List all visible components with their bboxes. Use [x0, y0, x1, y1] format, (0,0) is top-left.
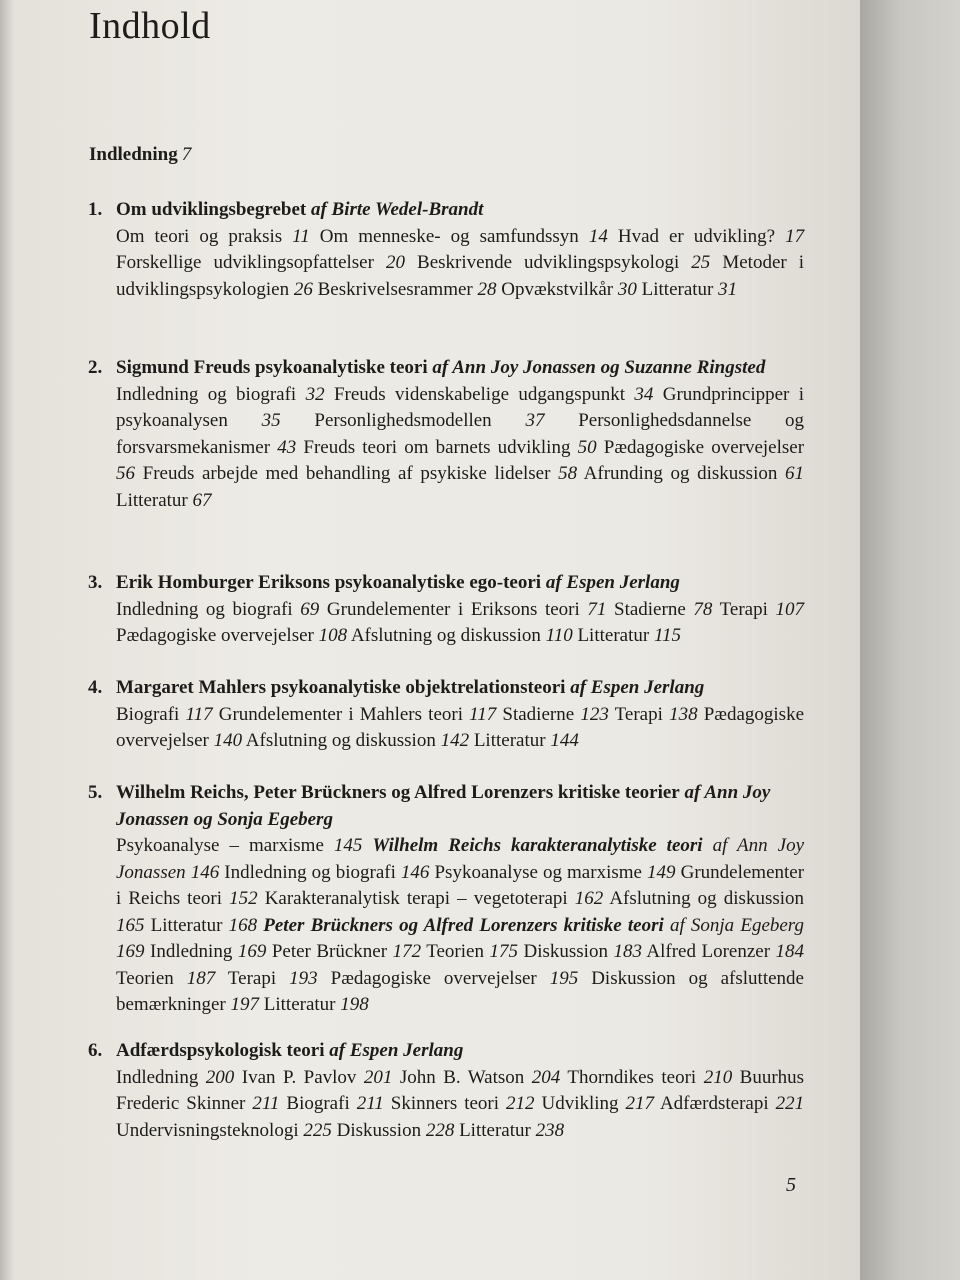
subentry-title: Om menneske- og samfundssyn	[319, 225, 579, 247]
subentry	[584, 463, 804, 484]
subentry-title: Diskussion	[523, 941, 608, 962]
intro-page: 7	[181, 144, 192, 165]
subentry-page: 35	[261, 410, 281, 431]
subentry-title: Undervisningsteknologi	[116, 1119, 299, 1141]
subentry	[286, 1093, 383, 1114]
subentry	[351, 625, 573, 646]
subentry-page: 146	[400, 861, 430, 883]
subentry-title: Litteratur	[577, 625, 650, 646]
chapter-author: af Ann Joy Jonassen og Sonja Egeberg	[116, 782, 771, 830]
subentry-page: 165	[116, 914, 145, 936]
subentry-page: 34	[634, 383, 654, 405]
subentry	[116, 252, 405, 273]
subentry-page: 110	[545, 625, 573, 646]
subentry-page: 107	[775, 598, 805, 620]
subentry-page: 225	[303, 1119, 332, 1141]
subentry-title: Grundelementer i Mahlers teori	[218, 703, 463, 725]
subentry-page: 211	[252, 1093, 280, 1114]
subentry-page: 195	[549, 967, 579, 989]
spine-shadow	[0, 0, 14, 1280]
chapter-author: af Ann Joy Jonassen og Suzanne Ringsted	[432, 357, 766, 378]
subentry	[318, 279, 497, 300]
chapter-author: af Espen Jerlang	[545, 572, 680, 593]
subentry	[151, 915, 257, 936]
subentry	[116, 968, 215, 989]
subentry-page: 210	[703, 1066, 733, 1088]
subentry	[320, 226, 608, 247]
chapter-subentries	[116, 1065, 804, 1145]
subentry-page: 228	[425, 1119, 455, 1141]
intro-label: Indledning	[89, 144, 178, 165]
subentry	[264, 994, 369, 1015]
chapter-title: Margaret Mahlers psykoanalytiske objektrelationsteori	[116, 677, 566, 698]
subentry	[417, 252, 710, 273]
subentry-title: Indledning og biografi	[224, 861, 396, 883]
subentry-page: 144	[550, 730, 579, 751]
chapter-entry	[88, 197, 804, 303]
subentry-title: Afslutning og diskussion	[350, 625, 541, 646]
subentry-page: 149	[647, 861, 676, 883]
subentry	[615, 704, 698, 725]
subentry-title: Afslutning og diskussion	[245, 730, 436, 751]
subentry	[150, 941, 266, 962]
subentry-title: Teorien	[116, 967, 174, 989]
subentry	[224, 862, 429, 883]
subentry	[391, 1093, 535, 1114]
subentry-title: Peter Brückner	[271, 941, 388, 962]
subentry	[228, 968, 318, 989]
chapter-title: Wilhelm Reichs, Peter Brückners og Alfred Lorenzers kritiske teorier	[116, 782, 680, 803]
subentry-page: 172	[392, 941, 422, 962]
chapter-subentries	[116, 702, 804, 755]
chapter-number: 1.	[88, 199, 103, 220]
subentry-page: 140	[213, 730, 243, 751]
subentry-title: Stadierne	[614, 598, 686, 620]
subentry-title: Udvikling	[541, 1093, 619, 1114]
subentry-title: Wilhelm Reichs karakteranalytiske teori	[372, 835, 703, 856]
subentry-page: 200	[205, 1066, 235, 1088]
subentry-title: Indledning og biografi	[116, 598, 293, 620]
subentry-title: Grundelementer i Reichs teori	[116, 861, 805, 909]
chapter-author: af Espen Jerlang	[570, 677, 705, 698]
chapter-number: 5.	[88, 782, 103, 803]
subentry-title: Biografi	[286, 1093, 350, 1114]
subentry	[116, 835, 362, 856]
subentry-title: Psykoanalyse og marxisme	[434, 861, 642, 883]
subentry-title: Terapi	[227, 967, 277, 989]
subentry-title: Pædagogiske overvejelser	[330, 967, 537, 989]
subentry-page: 31	[718, 278, 738, 300]
subentry-title: Biografi	[116, 703, 180, 725]
subentry-page: 146	[190, 861, 220, 883]
subentry-page: 168	[228, 914, 258, 936]
subentry-page: 238	[535, 1119, 565, 1141]
subentry-title: Indledning	[150, 941, 233, 962]
subentry-title: Pædagogiske overvejelser	[603, 436, 805, 458]
subentry-page: 61	[785, 463, 804, 484]
subentry	[400, 1067, 560, 1088]
subentry	[116, 1120, 332, 1141]
subentry-title: Ivan P. Pavlov	[241, 1066, 357, 1088]
chapter-number: 2.	[88, 357, 103, 378]
subentry-page: 50	[577, 436, 597, 458]
subentry-page: 32	[305, 383, 325, 405]
subentry	[646, 941, 804, 962]
subentry	[331, 968, 579, 989]
subentry-page: 142	[440, 730, 470, 751]
subentry-page: 169	[116, 941, 145, 962]
subentry-page: 26	[293, 278, 313, 300]
subentry	[434, 862, 675, 883]
subentry	[303, 437, 596, 458]
subentry	[116, 490, 212, 511]
chapter-subentries	[116, 382, 804, 515]
subentry	[577, 625, 681, 646]
subentry-page: 211	[356, 1093, 384, 1114]
subentry-page: 78	[693, 598, 713, 620]
chapter-author: af Birte Wedel-Brandt	[310, 199, 484, 220]
subentry-title: Psykoanalyse – marxisme	[116, 835, 324, 856]
subentry-page: 11	[292, 225, 310, 247]
subentry-title: Indledning og biografi	[116, 383, 297, 405]
subentry-title: Freuds teori om barnets udvikling	[303, 436, 571, 458]
subentry-title: Litteratur	[263, 994, 336, 1015]
subentry-page: 117	[185, 703, 213, 725]
subentry-author: af Ann Joy Jonassen	[116, 835, 805, 883]
subentry-title: Pædagogiske overvejelser	[116, 703, 804, 751]
subentry-title: Buurhus Frederic Skinner	[116, 1066, 805, 1114]
subentry-title: Litteratur	[641, 278, 714, 300]
subentry-title: Stadierne	[502, 703, 575, 725]
subentry-title: Diskussion og afsluttende bemærkninger	[116, 967, 804, 1015]
subentry-page: 183	[613, 941, 642, 962]
chapter-entry	[88, 675, 804, 755]
subentry-page: 58	[558, 463, 578, 484]
subentry-title: Hvad er udvikling?	[617, 225, 776, 247]
subentry-page: 169	[237, 941, 267, 962]
chapter-entry	[88, 1038, 804, 1144]
subentry-page: 204	[531, 1066, 561, 1088]
chapter-subentries	[116, 224, 804, 304]
chapter-title: Om udviklingsbegrebet	[116, 199, 307, 220]
subentry-page: 201	[363, 1066, 393, 1088]
chapter-number: 6.	[88, 1040, 103, 1061]
subentry-page: 198	[340, 994, 369, 1015]
subentry	[541, 1093, 654, 1114]
subentry-page: 37	[525, 410, 545, 431]
subentry-title: Indledning	[116, 1066, 199, 1088]
subentry	[116, 704, 213, 725]
subentry-page: 217	[625, 1093, 655, 1114]
chapter-number: 3.	[88, 572, 103, 593]
subentry-page: 56	[116, 463, 135, 484]
subentry-title: Freuds videnskabelige udgangspunkt	[333, 383, 625, 405]
subentry	[242, 1067, 393, 1088]
subentry	[567, 1067, 732, 1088]
subentry-page: 221	[775, 1093, 805, 1114]
subentry-page: 212	[506, 1093, 535, 1114]
subentry-page: 123	[580, 703, 609, 725]
chapter-subentries	[116, 597, 804, 650]
subentry	[523, 941, 641, 962]
subentry-title: Thorndikes teori	[567, 1066, 697, 1088]
subentry	[501, 279, 637, 300]
subentry-title: Beskrivelsesrammer	[317, 278, 473, 300]
intro-entry	[89, 144, 191, 166]
subentry-page: 20	[386, 252, 405, 273]
subentry-title: Grundelementer i Eriksons teori	[326, 598, 580, 620]
subentry	[720, 599, 804, 620]
subentry-title: John B. Watson	[399, 1066, 525, 1088]
subentry-title: Beskrivende udviklingspsykologi	[417, 252, 680, 273]
subentry	[614, 599, 712, 620]
subentry	[219, 704, 497, 725]
subentry	[327, 599, 606, 620]
subentry-page: 69	[300, 598, 320, 620]
subentry	[116, 226, 310, 247]
subentry-page: 71	[587, 598, 607, 620]
subentry-title: Freuds arbejde med behandling af psykiske lidelser	[142, 463, 551, 484]
subentry-title: Personlighedsdannelse og forsvarsmekanismer	[116, 410, 805, 458]
subentry	[116, 599, 319, 620]
subentry-page: 28	[477, 278, 497, 300]
subentry	[265, 888, 604, 909]
subentry	[116, 1067, 234, 1088]
chapter-number: 4.	[88, 677, 103, 698]
subentry	[618, 226, 804, 247]
subentry-page: 187	[186, 967, 216, 989]
chapter-entry	[88, 780, 804, 1019]
subentry-title: Litteratur	[150, 914, 223, 936]
subentry-page: 30	[617, 278, 637, 300]
subentry-page: 17	[785, 225, 805, 247]
subentry-page: 175	[489, 941, 518, 962]
subentry-page: 115	[653, 625, 682, 646]
subentry-page: 162	[574, 888, 604, 909]
chapter-entry	[88, 355, 804, 514]
subentry	[642, 279, 738, 300]
subentry-author: af Sonja Egeberg	[669, 914, 804, 936]
subentry-page: 117	[469, 703, 497, 725]
subentry	[660, 1093, 804, 1114]
subentry	[272, 941, 421, 962]
subentry	[502, 704, 608, 725]
subentry-page: 25	[691, 252, 711, 273]
subentry-title: Litteratur	[473, 730, 546, 751]
subentry	[426, 941, 518, 962]
page-title: Indhold	[89, 5, 211, 47]
background-surface	[860, 0, 960, 1280]
subentry-title: Grundprincipper i psykoanalysen	[116, 383, 805, 431]
subentry-title: Forskellige udviklingsopfattelser	[116, 252, 374, 273]
chapter-author: af Espen Jerlang	[329, 1040, 464, 1061]
subentry	[116, 384, 325, 405]
subentry-title: Karakteranalytisk terapi – vegetoterapi	[264, 888, 568, 909]
subentry-title: Pædagogiske overvejelser	[116, 625, 314, 646]
subentry	[116, 625, 347, 646]
subentry	[474, 730, 579, 751]
subentry-title: Skinners teori	[390, 1093, 500, 1114]
subentry	[459, 1120, 564, 1141]
subentry	[334, 384, 653, 405]
chapter-title: Erik Homburger Eriksons psykoanalytiske ego-teori	[116, 572, 542, 593]
subentry-page: 145	[333, 835, 363, 856]
subentry-title: Diskussion	[336, 1119, 422, 1141]
subentry-title: Litteratur	[459, 1119, 531, 1141]
subentry-page: 138	[669, 703, 698, 725]
subentry	[314, 410, 544, 431]
subentry-page: 152	[229, 888, 258, 909]
subentry-page: 197	[230, 994, 260, 1015]
subentry-title: Afrunding og diskussion	[583, 463, 778, 484]
subentry-title: Terapi	[614, 703, 663, 725]
page-number: 5	[786, 1174, 796, 1196]
subentry-title: Terapi	[719, 598, 768, 620]
subentry-title: Om teori og praksis	[116, 225, 283, 247]
subentry-page: 184	[775, 941, 805, 962]
subentry-title: Litteratur	[116, 489, 188, 511]
subentry-page: 14	[588, 225, 608, 247]
subentry-title: Opvækstvilkår	[501, 278, 614, 300]
chapter-entry	[88, 570, 804, 650]
subentry-page: 67	[192, 489, 212, 511]
subentry-title: Alfred Lorenzer	[646, 941, 771, 962]
subentry	[143, 463, 577, 484]
chapter-title: Adfærdspsykologisk teori	[116, 1040, 325, 1061]
chapter-subentries	[116, 833, 804, 1019]
subentry-page: 108	[318, 625, 348, 646]
subentry-title: Peter Brückners og Alfred Lorenzers kritiske teori	[263, 914, 664, 936]
subentry-page: 193	[289, 967, 318, 989]
subentry	[246, 730, 469, 751]
subentry-page: 43	[277, 436, 297, 458]
subentry	[337, 1120, 455, 1141]
subentry-title: Personlighedsmodellen	[314, 410, 492, 431]
subentry-title: Teorien	[426, 941, 484, 962]
subentry-title: Afslutning og diskussion	[609, 888, 805, 909]
chapter-title: Sigmund Freuds psykoanalytiske teori	[116, 357, 428, 378]
subentry-title: Adfærdsterapi	[659, 1093, 769, 1114]
subentry-title: Metoder i udviklingspsykologien	[116, 252, 805, 300]
